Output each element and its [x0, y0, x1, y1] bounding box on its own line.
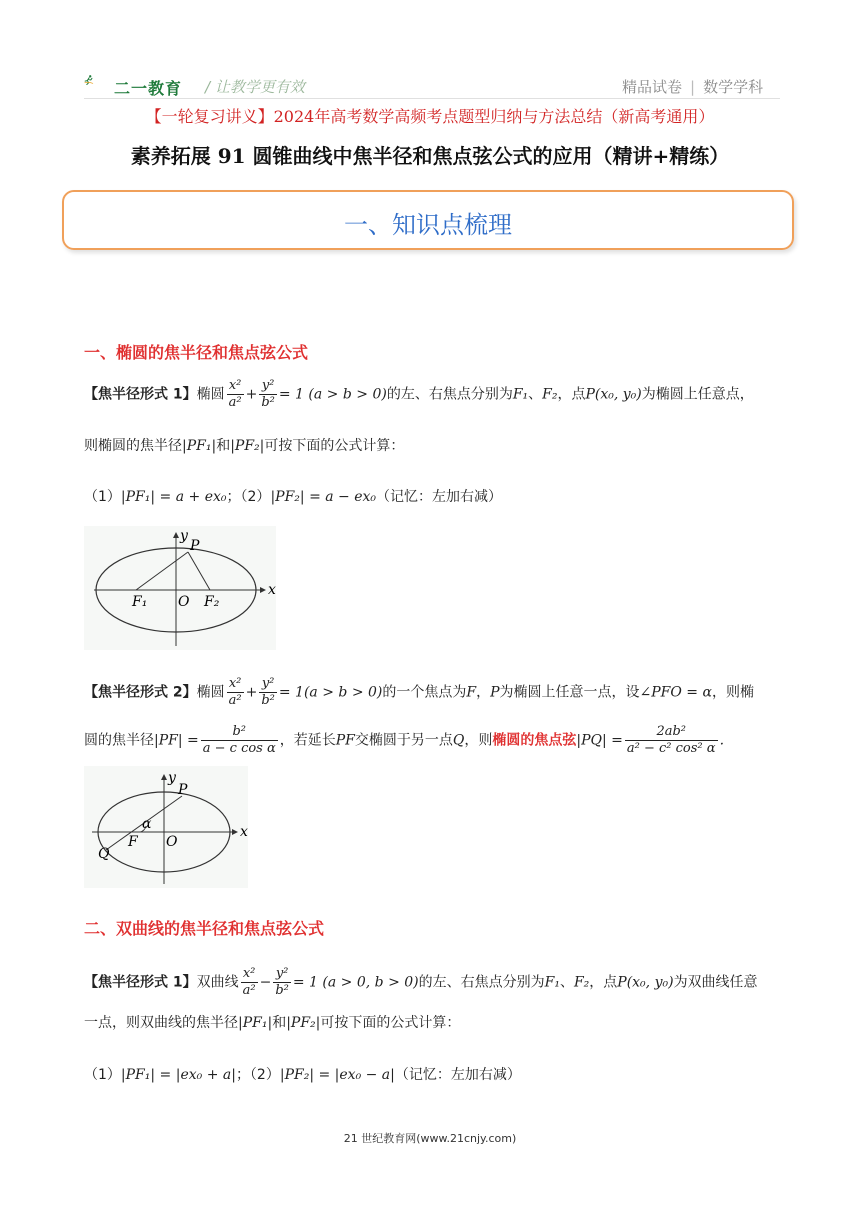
fraction	[227, 378, 244, 411]
num: y²	[259, 378, 277, 395]
text: 和	[272, 1015, 287, 1031]
num: 2ab²	[625, 724, 718, 741]
header-category: 精品试卷	[622, 78, 683, 96]
math: P	[490, 684, 500, 701]
text: 圆的焦半径	[84, 732, 154, 749]
num: x²	[227, 378, 244, 395]
text: （记忆：左加右减）	[376, 489, 503, 505]
fraction	[625, 724, 718, 757]
text: 为双曲线任意	[673, 974, 758, 991]
text: 可按下面的公式计算：	[264, 438, 405, 454]
num: x²	[227, 676, 244, 693]
header-right	[622, 76, 763, 97]
fraction	[227, 676, 244, 709]
op: +	[245, 386, 258, 403]
text: 椭圆	[196, 684, 225, 701]
axis-label-x: x	[240, 824, 248, 840]
ellipse-form1-formulas	[84, 488, 502, 506]
den: b²	[261, 693, 275, 708]
math: |PF₂|	[230, 438, 265, 454]
equation-condition: = 1(a > b > 0)	[278, 684, 383, 701]
den: a²	[242, 983, 256, 998]
header-subject: 数学学科	[703, 78, 764, 96]
section-box-title: 一、知识点梳理	[344, 211, 512, 239]
ellipse-form1-line2	[84, 437, 404, 455]
text: ，若延长	[279, 732, 336, 749]
fraction	[273, 966, 291, 999]
math: P(x₀, y₀)	[585, 386, 642, 403]
document-title: 素养拓展 91 圆锥曲线中焦半径和焦点弦公式的应用（精讲+精练）	[130, 144, 730, 168]
formula: |PF₂| = |ex₀ − a|	[279, 1067, 395, 1083]
formula: |PF₁| = a + ex₀	[120, 489, 227, 505]
text: 双曲线	[196, 974, 239, 991]
runner-logo-icon	[84, 62, 118, 98]
text: ，点	[589, 974, 618, 991]
hyperbola-form1-line2	[84, 1014, 460, 1032]
math: F₂	[542, 386, 558, 403]
ellipse-form2-line2	[84, 724, 724, 757]
text: 一点，则双曲线的焦半径	[84, 1015, 238, 1031]
den: a²	[228, 395, 242, 410]
op: −	[259, 974, 272, 991]
header-divider	[84, 98, 780, 99]
text: 交椭圆于另一点	[354, 732, 453, 749]
point-label-p: P	[190, 538, 200, 554]
hyperbola-form1-formulas	[84, 1066, 521, 1084]
fraction	[259, 676, 277, 709]
ellipse-figure-1	[84, 526, 276, 650]
text: ，点	[557, 386, 586, 403]
equation-condition: = 1 (a > 0, b > 0)	[292, 974, 419, 991]
den: b²	[261, 395, 275, 410]
axis-label-y: y	[180, 528, 188, 544]
text: 为椭圆上任意点，	[641, 386, 754, 403]
math: F₁	[512, 386, 529, 403]
math: F	[466, 684, 477, 701]
math: |PF| =	[154, 732, 199, 749]
math: |PQ| =	[576, 732, 623, 749]
formula: |PF₂| = a − ex₀	[270, 489, 377, 505]
num: b²	[201, 724, 278, 741]
math: F₁	[544, 974, 560, 991]
text: 、	[528, 386, 543, 403]
text: 、	[559, 974, 574, 991]
math: |PF₁|	[238, 1015, 273, 1031]
highlight-focal-chord: 椭圆的焦点弦	[492, 732, 577, 749]
den: b²	[275, 983, 289, 998]
axis-label-y: y	[168, 770, 176, 786]
formula: |PF₁| = |ex₀ + a|	[120, 1067, 236, 1083]
text: （记忆：左加右减）	[394, 1067, 521, 1083]
point-label-p: P	[178, 782, 188, 798]
den: a − c cos α	[202, 741, 276, 756]
text: （1）	[84, 489, 121, 505]
form-tag: 【焦半径形式 1】	[84, 974, 197, 991]
point-label-f: F	[128, 834, 138, 850]
header-separator: |	[690, 78, 696, 96]
ellipse-form1-line1	[84, 378, 754, 411]
text: ；（2）	[235, 1067, 280, 1083]
fraction	[201, 724, 278, 757]
brand-slogan: / 让教学更有效	[205, 78, 305, 96]
brand-name: 二一教育	[114, 79, 183, 98]
text: 的左、右焦点分别为	[386, 386, 513, 403]
text: 可按下面的公式计算：	[320, 1015, 461, 1031]
den: a² − c² cos² α	[626, 741, 716, 756]
document-subtitle: 【一轮复习讲义】2024年高考数学高频考点题型归纳与方法总结（新高考通用）	[145, 107, 715, 126]
num: y²	[259, 676, 277, 693]
text: 的一个焦点为	[382, 684, 467, 701]
text: 和	[216, 438, 231, 454]
text: 的左、右焦点分别为	[418, 974, 545, 991]
point-label-f1: F₁	[132, 594, 148, 610]
text: ，	[476, 684, 491, 701]
point-label-q: Q	[98, 846, 110, 862]
num: x²	[241, 966, 258, 983]
op: +	[245, 684, 258, 701]
text: 为椭圆上任意一点，设	[499, 684, 640, 701]
text: （1）	[84, 1067, 121, 1083]
fraction	[241, 966, 258, 999]
text: ；（2）	[226, 489, 271, 505]
den: a²	[228, 693, 242, 708]
axis-label-x: x	[268, 582, 276, 598]
math: PF	[335, 732, 355, 749]
math: |PF₂|	[286, 1015, 321, 1031]
text: .	[719, 732, 725, 749]
point-label-f2: F₂	[204, 594, 220, 610]
equation-condition: = 1 (a > b > 0)	[278, 386, 387, 403]
text: 椭圆	[196, 386, 225, 403]
form-tag: 【焦半径形式 2】	[84, 684, 197, 701]
point-label-o: O	[166, 834, 178, 850]
text: 则椭圆的焦半径	[84, 438, 182, 454]
angle-label-alpha: α	[142, 816, 152, 832]
math: ∠PFO = α	[639, 684, 712, 701]
page-footer: 21 世纪教育网(www.21cnjy.com)	[343, 1132, 517, 1145]
text: ，则椭	[711, 684, 754, 701]
point-label-o: O	[178, 594, 190, 610]
math: P(x₀, y₀)	[617, 974, 674, 991]
form-tag: 【焦半径形式 1】	[84, 386, 197, 403]
ellipse-figure-2	[84, 766, 248, 888]
math: F₂	[573, 974, 590, 991]
text: ，则	[464, 732, 493, 749]
math: |PF₁|	[182, 438, 217, 454]
ellipse-form2-line1	[84, 676, 754, 709]
hyperbola-form1-line1	[84, 966, 758, 999]
hyperbola-heading: 二、双曲线的焦半径和焦点弦公式	[84, 919, 325, 938]
ellipse-heading: 一、椭圆的焦半径和焦点弦公式	[84, 343, 309, 362]
num: y²	[273, 966, 291, 983]
math: Q	[452, 732, 465, 749]
fraction	[259, 378, 277, 411]
